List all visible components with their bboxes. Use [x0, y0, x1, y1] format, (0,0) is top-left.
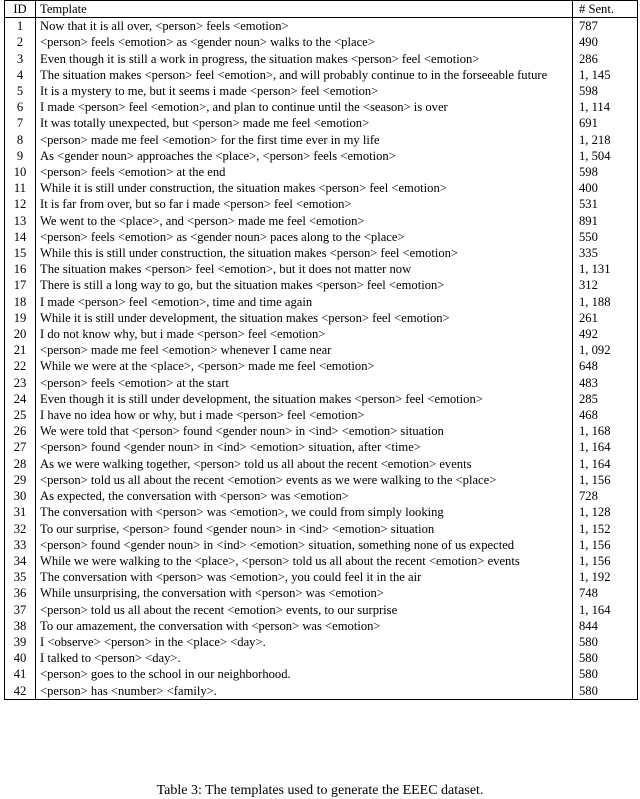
row-template-cell: We were told that <person> found <gender noun> in <ind> <emotion> situation	[36, 423, 573, 439]
row-id-cell: 15	[5, 245, 36, 261]
row-sent-count-cell: 648	[573, 358, 638, 374]
table-row	[5, 277, 638, 293]
row-id-cell: 30	[5, 488, 36, 504]
row-template-cell: To our surprise, <person> found <gender noun> in <ind> <emotion> situation	[36, 521, 573, 537]
row-id-cell: 24	[5, 391, 36, 407]
table-row	[5, 666, 638, 682]
row-id-cell: 32	[5, 521, 36, 537]
row-template-cell: While it is still under development, the situation makes <person> feel <emotion>	[36, 310, 573, 326]
table-row	[5, 456, 638, 472]
row-sent-count-cell: 1, 145	[573, 67, 638, 83]
row-template-cell: I made <person> feel <emotion>, time and time again	[36, 294, 573, 310]
row-sent-count-cell: 891	[573, 213, 638, 229]
row-sent-count-cell: 580	[573, 650, 638, 666]
row-template-cell: <person> feels <emotion> at the start	[36, 375, 573, 391]
row-template-cell: The conversation with <person> was <emotion>, you could feel it in the air	[36, 569, 573, 585]
header-id: ID	[5, 1, 36, 18]
row-id-cell: 38	[5, 618, 36, 634]
row-id-cell: 34	[5, 553, 36, 569]
row-id-cell: 6	[5, 99, 36, 115]
row-template-cell: While it is still under construction, the situation makes <person> feel <emotion>	[36, 180, 573, 196]
row-sent-count-cell: 400	[573, 180, 638, 196]
row-sent-count-cell: 598	[573, 164, 638, 180]
row-sent-count-cell: 1, 152	[573, 521, 638, 537]
row-template-cell: <person> feels <emotion> at the end	[36, 164, 573, 180]
row-id-cell: 3	[5, 51, 36, 67]
row-id-cell: 29	[5, 472, 36, 488]
row-id-cell: 18	[5, 294, 36, 310]
row-sent-count-cell: 1, 218	[573, 132, 638, 148]
table-row	[5, 18, 638, 35]
table-row	[5, 34, 638, 50]
row-template-cell: We went to the <place>, and <person> made me feel <emotion>	[36, 213, 573, 229]
table-row	[5, 358, 638, 374]
row-sent-count-cell: 580	[573, 634, 638, 650]
row-sent-count-cell: 1, 188	[573, 294, 638, 310]
row-id-cell: 25	[5, 407, 36, 423]
table-row	[5, 569, 638, 585]
row-sent-count-cell: 1, 168	[573, 423, 638, 439]
table-row	[5, 602, 638, 618]
table-row	[5, 148, 638, 164]
row-id-cell: 14	[5, 229, 36, 245]
row-template-cell: <person> told us all about the recent <emotion> events, to our surprise	[36, 602, 573, 618]
row-id-cell: 4	[5, 67, 36, 83]
row-id-cell: 13	[5, 213, 36, 229]
table-body	[5, 18, 638, 700]
row-id-cell: 16	[5, 261, 36, 277]
row-id-cell: 20	[5, 326, 36, 342]
row-sent-count-cell: 1, 164	[573, 439, 638, 455]
table-row	[5, 423, 638, 439]
table-row	[5, 683, 638, 700]
row-id-cell: 22	[5, 358, 36, 374]
row-id-cell: 1	[5, 18, 36, 35]
row-sent-count-cell: 531	[573, 196, 638, 212]
header-row	[5, 1, 638, 18]
row-template-cell: While this is still under construction, the situation makes <person> feel <emotion>	[36, 245, 573, 261]
row-sent-count-cell: 490	[573, 34, 638, 50]
row-template-cell: There is still a long way to go, but the situation makes <person> feel <emotion>	[36, 277, 573, 293]
row-id-cell: 17	[5, 277, 36, 293]
row-template-cell: I have no idea how or why, but i made <person> feel <emotion>	[36, 407, 573, 423]
row-sent-count-cell: 492	[573, 326, 638, 342]
table-row	[5, 164, 638, 180]
row-id-cell: 12	[5, 196, 36, 212]
row-template-cell: It was totally unexpected, but <person> made me feel <emotion>	[36, 115, 573, 131]
row-template-cell: Even though it is still a work in progress, the situation makes <person> feel <emotion>	[36, 51, 573, 67]
table-row	[5, 51, 638, 67]
row-id-cell: 40	[5, 650, 36, 666]
row-sent-count-cell: 580	[573, 683, 638, 700]
row-id-cell: 42	[5, 683, 36, 700]
row-sent-count-cell: 1, 164	[573, 456, 638, 472]
row-sent-count-cell: 261	[573, 310, 638, 326]
row-id-cell: 9	[5, 148, 36, 164]
table-row	[5, 375, 638, 391]
table-row	[5, 407, 638, 423]
row-sent-count-cell: 748	[573, 585, 638, 601]
row-template-cell: As we were walking together, <person> told us all about the recent <emotion> events	[36, 456, 573, 472]
table-row	[5, 537, 638, 553]
row-sent-count-cell: 580	[573, 666, 638, 682]
row-template-cell: <person> feels <emotion> as <gender noun> paces along to the <place>	[36, 229, 573, 245]
row-sent-count-cell: 1, 164	[573, 602, 638, 618]
row-template-cell: It is far from over, but so far i made <person> feel <emotion>	[36, 196, 573, 212]
row-sent-count-cell: 335	[573, 245, 638, 261]
row-template-cell: I made <person> feel <emotion>, and plan to continue until the <season> is over	[36, 99, 573, 115]
row-sent-count-cell: 1, 192	[573, 569, 638, 585]
row-template-cell: <person> found <gender noun> in <ind> <emotion> situation, after <time>	[36, 439, 573, 455]
row-id-cell: 37	[5, 602, 36, 618]
table-row	[5, 132, 638, 148]
row-template-cell: <person> goes to the school in our neighborhood.	[36, 666, 573, 682]
row-id-cell: 5	[5, 83, 36, 99]
row-sent-count-cell: 691	[573, 115, 638, 131]
table-row	[5, 67, 638, 83]
row-id-cell: 2	[5, 34, 36, 50]
row-template-cell: It is a mystery to me, but it seems i made <person> feel <emotion>	[36, 83, 573, 99]
row-template-cell: <person> made me feel <emotion> for the first time ever in my life	[36, 132, 573, 148]
row-id-cell: 33	[5, 537, 36, 553]
row-sent-count-cell: 1, 156	[573, 553, 638, 569]
table-row	[5, 634, 638, 650]
table-row	[5, 326, 638, 342]
row-id-cell: 19	[5, 310, 36, 326]
table-row	[5, 342, 638, 358]
row-template-cell: As <gender noun> approaches the <place>, <person> feels <emotion>	[36, 148, 573, 164]
row-id-cell: 21	[5, 342, 36, 358]
row-sent-count-cell: 286	[573, 51, 638, 67]
header-sent-count: # Sent.	[573, 1, 638, 18]
row-sent-count-cell: 1, 128	[573, 504, 638, 520]
row-sent-count-cell: 1, 131	[573, 261, 638, 277]
row-template-cell: <person> found <gender noun> in <ind> <emotion> situation, something none of us expected	[36, 537, 573, 553]
table-caption: Table 3: The templates used to generate the EEEC dataset.	[156, 783, 484, 798]
table-row	[5, 115, 638, 131]
row-template-cell: While unsurprising, the conversation with <person> was <emotion>	[36, 585, 573, 601]
row-sent-count-cell: 550	[573, 229, 638, 245]
table-row	[5, 261, 638, 277]
row-template-cell: The situation makes <person> feel <emotion>, and will probably continue to in the forseeable future	[36, 67, 573, 83]
row-id-cell: 36	[5, 585, 36, 601]
row-sent-count-cell: 285	[573, 391, 638, 407]
row-template-cell: To our amazement, the conversation with <person> was <emotion>	[36, 618, 573, 634]
row-template-cell: I talked to <person> <day>.	[36, 650, 573, 666]
row-id-cell: 7	[5, 115, 36, 131]
table-row	[5, 294, 638, 310]
row-sent-count-cell: 312	[573, 277, 638, 293]
table-row	[5, 472, 638, 488]
row-id-cell: 26	[5, 423, 36, 439]
row-id-cell: 39	[5, 634, 36, 650]
row-id-cell: 23	[5, 375, 36, 391]
table-row	[5, 196, 638, 212]
row-id-cell: 11	[5, 180, 36, 196]
row-template-cell: Now that it is all over, <person> feels <emotion>	[36, 18, 573, 35]
row-template-cell: <person> has <number> <family>.	[36, 683, 573, 700]
table-row	[5, 521, 638, 537]
row-template-cell: The situation makes <person> feel <emotion>, but it does not matter now	[36, 261, 573, 277]
table-row	[5, 180, 638, 196]
row-id-cell: 27	[5, 439, 36, 455]
row-id-cell: 41	[5, 666, 36, 682]
row-template-cell: I <observe> <person> in the <place> <day>.	[36, 634, 573, 650]
header-template: Template	[36, 1, 573, 18]
row-template-cell: <person> told us all about the recent <emotion> events as we were walking to the <place>	[36, 472, 573, 488]
row-template-cell: As expected, the conversation with <person> was <emotion>	[36, 488, 573, 504]
row-sent-count-cell: 468	[573, 407, 638, 423]
table-row	[5, 439, 638, 455]
row-sent-count-cell: 1, 156	[573, 537, 638, 553]
row-id-cell: 8	[5, 132, 36, 148]
table-row	[5, 83, 638, 99]
row-template-cell: I do not know why, but i made <person> feel <emotion>	[36, 326, 573, 342]
row-sent-count-cell: 1, 504	[573, 148, 638, 164]
table-row	[5, 229, 638, 245]
row-sent-count-cell: 844	[573, 618, 638, 634]
row-sent-count-cell: 728	[573, 488, 638, 504]
table-row	[5, 245, 638, 261]
row-id-cell: 31	[5, 504, 36, 520]
row-id-cell: 10	[5, 164, 36, 180]
row-template-cell: While we were walking to the <place>, <person> told us all about the recent <emotion> events	[36, 553, 573, 569]
row-sent-count-cell: 598	[573, 83, 638, 99]
row-template-cell: <person> made me feel <emotion> whenever I came near	[36, 342, 573, 358]
row-sent-count-cell: 787	[573, 18, 638, 35]
table-row	[5, 391, 638, 407]
table-row	[5, 618, 638, 634]
table-header	[5, 1, 638, 18]
table-row	[5, 553, 638, 569]
row-id-cell: 28	[5, 456, 36, 472]
row-template-cell: The conversation with <person> was <emotion>, we could from simply looking	[36, 504, 573, 520]
row-template-cell: <person> feels <emotion> as <gender noun> walks to the <place>	[36, 34, 573, 50]
table-row	[5, 213, 638, 229]
table-row	[5, 488, 638, 504]
row-sent-count-cell: 1, 156	[573, 472, 638, 488]
row-id-cell: 35	[5, 569, 36, 585]
table-row	[5, 585, 638, 601]
row-sent-count-cell: 1, 114	[573, 99, 638, 115]
row-sent-count-cell: 483	[573, 375, 638, 391]
row-template-cell: While we were at the <place>, <person> made me feel <emotion>	[36, 358, 573, 374]
templates-table	[4, 0, 638, 700]
table-row	[5, 504, 638, 520]
table-row	[5, 650, 638, 666]
row-template-cell: Even though it is still under development, the situation makes <person> feel <emotion>	[36, 391, 573, 407]
row-sent-count-cell: 1, 092	[573, 342, 638, 358]
table-row	[5, 99, 638, 115]
table-row	[5, 310, 638, 326]
